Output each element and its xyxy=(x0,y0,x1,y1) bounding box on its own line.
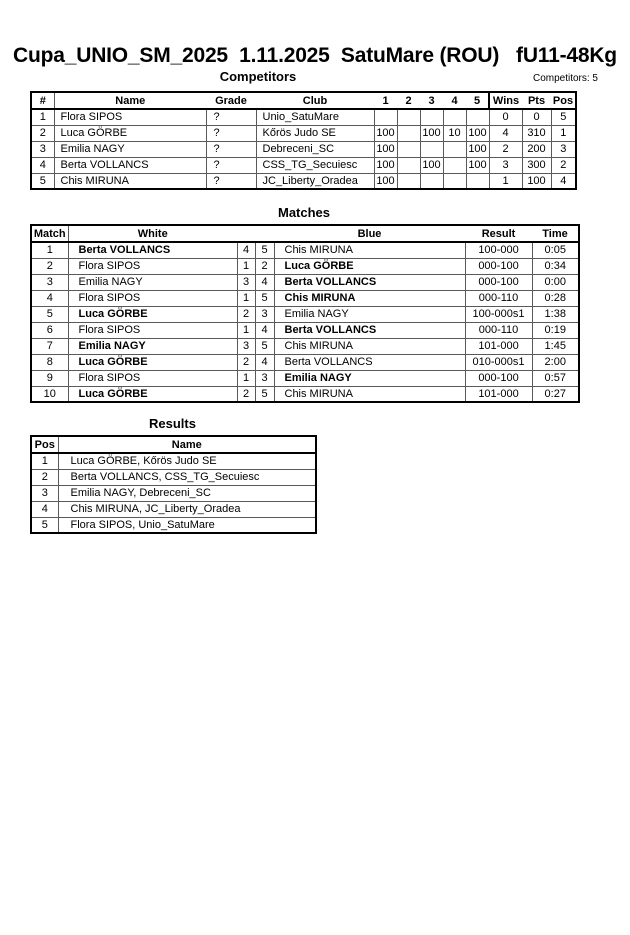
result-name: Berta VOLLANCS, CSS_TG_Secuiesc xyxy=(58,469,316,485)
blue-name: Emilia NAGY xyxy=(274,306,465,322)
match-number: 3 xyxy=(31,274,68,290)
match-time: 0:57 xyxy=(532,370,579,386)
match-time: 0:34 xyxy=(532,258,579,274)
competitor-row xyxy=(31,173,576,189)
match-row xyxy=(31,242,579,258)
match-result: 000-100 xyxy=(465,274,532,290)
result-name: Chis MIRUNA, JC_Liberty_Oradea xyxy=(58,501,316,517)
blue-name: Luca GÖRBE xyxy=(274,258,465,274)
score-2 xyxy=(397,157,420,173)
score-1: 100 xyxy=(374,173,397,189)
match-row xyxy=(31,354,579,370)
col-round-2: 2 xyxy=(397,92,420,109)
blue-seed: 3 xyxy=(255,306,274,322)
match-number: 2 xyxy=(31,258,68,274)
competitor-number: 4 xyxy=(31,157,54,173)
pts-value: 300 xyxy=(522,157,551,173)
blue-seed: 5 xyxy=(255,290,274,306)
results-table xyxy=(30,435,317,534)
pts-value: 200 xyxy=(522,141,551,157)
match-result: 100-000 xyxy=(465,242,532,258)
wins-value: 2 xyxy=(489,141,522,157)
match-number: 1 xyxy=(31,242,68,258)
result-name: Emilia NAGY, Debreceni_SC xyxy=(58,485,316,501)
score-4 xyxy=(443,109,466,125)
report-page xyxy=(0,44,630,935)
col-pts: Pts xyxy=(522,92,551,109)
pos-value: 5 xyxy=(551,109,576,125)
score-5: 100 xyxy=(466,125,489,141)
col-round-4: 4 xyxy=(443,92,466,109)
blue-seed: 5 xyxy=(255,386,274,402)
white-name: Luca GÖRBE xyxy=(68,386,237,402)
result-name: Luca GÖRBE, Kőrös Judo SE xyxy=(58,453,316,469)
score-5 xyxy=(466,109,489,125)
match-time: 0:00 xyxy=(532,274,579,290)
match-time: 1:38 xyxy=(532,306,579,322)
score-3: 100 xyxy=(420,157,443,173)
white-seed: 2 xyxy=(237,306,255,322)
blue-name: Chis MIRUNA xyxy=(274,290,465,306)
competitor-grade: ? xyxy=(206,141,256,157)
match-row xyxy=(31,306,579,322)
score-4 xyxy=(443,141,466,157)
score-5 xyxy=(466,173,489,189)
match-time: 0:28 xyxy=(532,290,579,306)
matches-header-row xyxy=(31,225,579,242)
result-pos: 4 xyxy=(31,501,58,517)
score-1: 100 xyxy=(374,141,397,157)
competitor-number: 3 xyxy=(31,141,54,157)
competitor-row xyxy=(31,125,576,141)
score-4 xyxy=(443,157,466,173)
competitor-number: 1 xyxy=(31,109,54,125)
result-row xyxy=(31,485,316,501)
blue-seed: 2 xyxy=(255,258,274,274)
score-2 xyxy=(397,141,420,157)
match-result: 010-000s1 xyxy=(465,354,532,370)
competitor-row xyxy=(31,141,576,157)
match-row xyxy=(31,290,579,306)
match-time: 0:05 xyxy=(532,242,579,258)
white-name: Berta VOLLANCS xyxy=(68,242,237,258)
col-white: White xyxy=(68,225,237,242)
match-result: 000-100 xyxy=(465,370,532,386)
result-pos: 1 xyxy=(31,453,58,469)
match-number: 5 xyxy=(31,306,68,322)
match-time: 0:19 xyxy=(532,322,579,338)
competitors-table xyxy=(30,91,577,190)
match-number: 6 xyxy=(31,322,68,338)
match-time: 1:45 xyxy=(532,338,579,354)
match-number: 8 xyxy=(31,354,68,370)
white-seed: 4 xyxy=(237,242,255,258)
blue-seed: 4 xyxy=(255,354,274,370)
white-seed: 2 xyxy=(237,386,255,402)
match-result: 000-110 xyxy=(465,322,532,338)
blue-name: Berta VOLLANCS xyxy=(274,322,465,338)
score-3 xyxy=(420,173,443,189)
blue-name: Berta VOLLANCS xyxy=(274,354,465,370)
matches-table xyxy=(30,224,580,403)
blue-seed: 4 xyxy=(255,274,274,290)
pos-value: 1 xyxy=(551,125,576,141)
pts-value: 0 xyxy=(522,109,551,125)
col-white-number xyxy=(237,225,255,242)
white-name: Luca GÖRBE xyxy=(68,354,237,370)
competitor-name: Chis MIRUNA xyxy=(54,173,206,189)
match-result: 000-110 xyxy=(465,290,532,306)
match-row xyxy=(31,370,579,386)
competitor-number: 5 xyxy=(31,173,54,189)
white-seed: 3 xyxy=(237,338,255,354)
competitor-name: Emilia NAGY xyxy=(54,141,206,157)
page-title: Cupa_UNIO_SM_2025 1.11.2025 SatuMare (ROU) fU11-48Kg xyxy=(13,44,617,67)
match-result: 101-000 xyxy=(465,338,532,354)
match-result: 100-000s1 xyxy=(465,306,532,322)
white-name: Flora SIPOS xyxy=(68,258,237,274)
score-1: 100 xyxy=(374,157,397,173)
competitor-club: Kőrös Judo SE xyxy=(256,125,374,141)
competitor-number: 2 xyxy=(31,125,54,141)
white-seed: 1 xyxy=(237,258,255,274)
competitors-section-title: Competitors xyxy=(219,69,297,84)
competitors-count: Competitors: 5 xyxy=(532,73,598,84)
match-number: 10 xyxy=(31,386,68,402)
white-seed: 2 xyxy=(237,354,255,370)
score-4 xyxy=(443,173,466,189)
blue-seed: 4 xyxy=(255,322,274,338)
col-grade: Grade xyxy=(206,92,256,109)
competitor-row xyxy=(31,157,576,173)
col-result: Result xyxy=(465,225,532,242)
col-match: Match xyxy=(31,225,68,242)
competitor-row xyxy=(31,109,576,125)
match-time: 2:00 xyxy=(532,354,579,370)
result-pos: 3 xyxy=(31,485,58,501)
white-name: Emilia NAGY xyxy=(68,338,237,354)
blue-name: Chis MIRUNA xyxy=(274,386,465,402)
match-row xyxy=(31,386,579,402)
result-row xyxy=(31,517,316,533)
blue-seed: 5 xyxy=(255,338,274,354)
competitors-subheader xyxy=(0,69,630,88)
score-3: 100 xyxy=(420,125,443,141)
match-result: 101-000 xyxy=(465,386,532,402)
white-seed: 1 xyxy=(237,322,255,338)
match-row xyxy=(31,258,579,274)
results-section-title: Results xyxy=(149,416,196,431)
pos-value: 4 xyxy=(551,173,576,189)
competitor-club: CSS_TG_Secuiesc xyxy=(256,157,374,173)
competitors-header-row xyxy=(31,92,576,109)
wins-value: 4 xyxy=(489,125,522,141)
pts-value: 100 xyxy=(522,173,551,189)
col-wins: Wins xyxy=(489,92,522,109)
result-row xyxy=(31,501,316,517)
result-row xyxy=(31,453,316,469)
blue-name: Chis MIRUNA xyxy=(274,242,465,258)
white-name: Flora SIPOS xyxy=(68,370,237,386)
competitor-grade: ? xyxy=(206,109,256,125)
col-round-1: 1 xyxy=(374,92,397,109)
score-1 xyxy=(374,109,397,125)
white-name: Flora SIPOS xyxy=(68,290,237,306)
wins-value: 0 xyxy=(489,109,522,125)
col-blue: Blue xyxy=(274,225,465,242)
white-seed: 3 xyxy=(237,274,255,290)
competitor-club: JC_Liberty_Oradea xyxy=(256,173,374,189)
result-row xyxy=(31,469,316,485)
match-time: 0:27 xyxy=(532,386,579,402)
pos-value: 2 xyxy=(551,157,576,173)
col-name: Name xyxy=(54,92,206,109)
match-row xyxy=(31,322,579,338)
match-number: 4 xyxy=(31,290,68,306)
col-round-5: 5 xyxy=(466,92,489,109)
blue-name: Emilia NAGY xyxy=(274,370,465,386)
result-pos: 5 xyxy=(31,517,58,533)
result-pos: 2 xyxy=(31,469,58,485)
score-2 xyxy=(397,125,420,141)
competitor-name: Berta VOLLANCS xyxy=(54,157,206,173)
competitor-name: Luca GÖRBE xyxy=(54,125,206,141)
col-round-3: 3 xyxy=(420,92,443,109)
score-2 xyxy=(397,109,420,125)
competitor-grade: ? xyxy=(206,173,256,189)
white-seed: 1 xyxy=(237,290,255,306)
competitor-club: Debreceni_SC xyxy=(256,141,374,157)
blue-seed: 5 xyxy=(255,242,274,258)
match-result: 000-100 xyxy=(465,258,532,274)
match-number: 7 xyxy=(31,338,68,354)
match-row xyxy=(31,274,579,290)
blue-name: Berta VOLLANCS xyxy=(274,274,465,290)
score-3 xyxy=(420,141,443,157)
col-number: # xyxy=(31,92,54,109)
results-header-row xyxy=(31,436,316,453)
col-time: Time xyxy=(532,225,579,242)
score-4: 10 xyxy=(443,125,466,141)
col-club: Club xyxy=(256,92,374,109)
competitor-grade: ? xyxy=(206,157,256,173)
competitor-grade: ? xyxy=(206,125,256,141)
wins-value: 3 xyxy=(489,157,522,173)
white-name: Luca GÖRBE xyxy=(68,306,237,322)
result-name: Flora SIPOS, Unio_SatuMare xyxy=(58,517,316,533)
score-2 xyxy=(397,173,420,189)
score-1: 100 xyxy=(374,125,397,141)
white-name: Emilia NAGY xyxy=(68,274,237,290)
pos-value: 3 xyxy=(551,141,576,157)
blue-name: Chis MIRUNA xyxy=(274,338,465,354)
match-number: 9 xyxy=(31,370,68,386)
col-pos: Pos xyxy=(31,436,58,453)
col-blue-number xyxy=(255,225,274,242)
pts-value: 310 xyxy=(522,125,551,141)
competitor-club: Unio_SatuMare xyxy=(256,109,374,125)
col-pos: Pos xyxy=(551,92,576,109)
blue-seed: 3 xyxy=(255,370,274,386)
col-name: Name xyxy=(58,436,316,453)
score-3 xyxy=(420,109,443,125)
white-seed: 1 xyxy=(237,370,255,386)
match-row xyxy=(31,338,579,354)
score-5: 100 xyxy=(466,157,489,173)
competitor-name: Flora SIPOS xyxy=(54,109,206,125)
wins-value: 1 xyxy=(489,173,522,189)
matches-section-title: Matches xyxy=(277,205,331,220)
score-5: 100 xyxy=(466,141,489,157)
white-name: Flora SIPOS xyxy=(68,322,237,338)
